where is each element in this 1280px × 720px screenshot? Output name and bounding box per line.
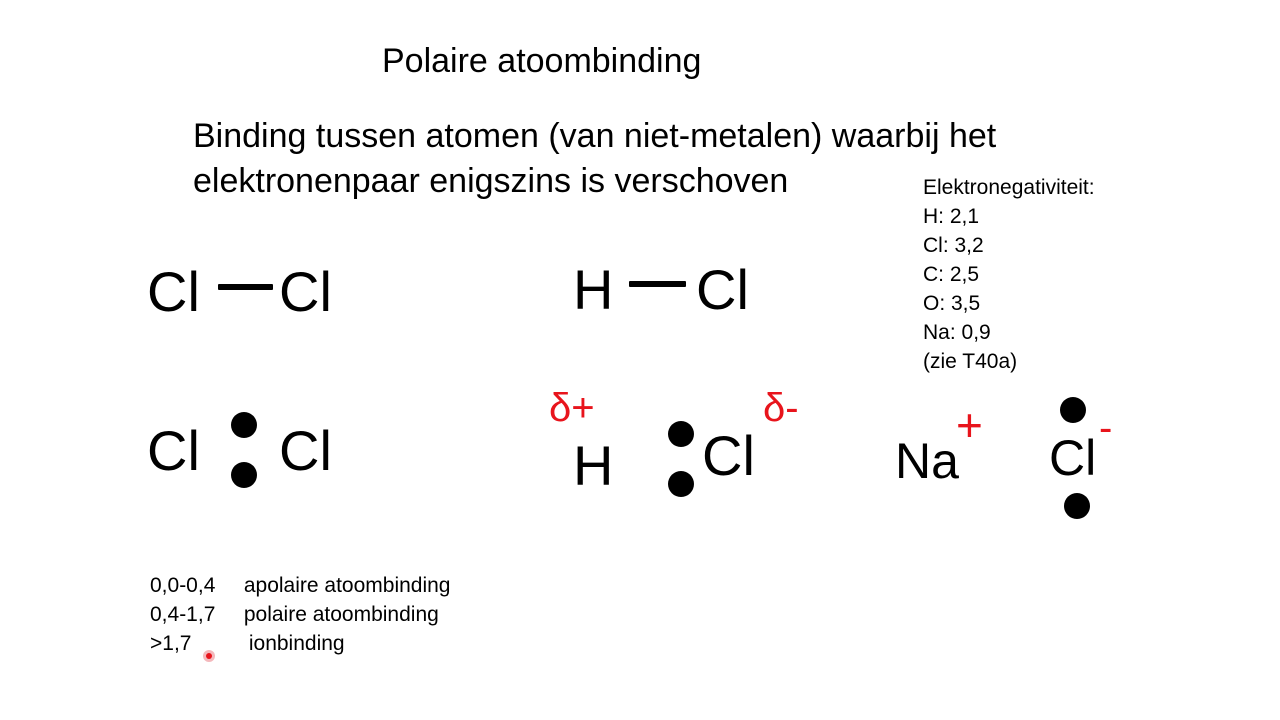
legend-label: ionbinding xyxy=(248,632,345,655)
electronegativity-entry-cl: Cl: 3,2 xyxy=(923,234,984,257)
definition-line-2: elektronenpaar enigszins is verschoven xyxy=(193,162,789,200)
electron-dot xyxy=(231,462,257,488)
bond-type-legend xyxy=(150,571,451,658)
electronegativity-entry-na: Na: 0,9 xyxy=(923,321,991,344)
cl2-atom-right: Cl xyxy=(279,260,332,323)
legend-row xyxy=(150,571,451,600)
cl2-bond-line xyxy=(218,284,273,290)
cl2-pair-atom-right: Cl xyxy=(279,419,332,482)
electron-dot xyxy=(668,471,694,497)
legend-range: >1,7 xyxy=(150,632,192,655)
legend-range: 0,4-1,7 xyxy=(150,603,216,626)
legend-range: 0,0-0,4 xyxy=(150,574,216,597)
electronegativity-list xyxy=(923,173,1095,376)
page-title: Polaire atoombinding xyxy=(382,42,702,80)
electron-dot xyxy=(668,421,694,447)
definition-text xyxy=(193,114,996,204)
chloride-ion: Cl xyxy=(1049,430,1097,486)
chloride-ion-charge: - xyxy=(1099,406,1113,450)
partial-negative-charge: δ- xyxy=(763,386,799,430)
electron-dot xyxy=(231,412,257,438)
electronegativity-entry-h: H: 2,1 xyxy=(923,205,980,228)
electronegativity-note: (zie T40a) xyxy=(923,350,1018,373)
hcl-polar-atom-cl: Cl xyxy=(702,424,755,487)
definition-line-1: Binding tussen atomen (van niet-metalen) waarbij het xyxy=(193,117,997,155)
legend-row xyxy=(150,629,451,658)
hcl-polar-atom-h: H xyxy=(573,434,614,497)
electron-dot xyxy=(1064,493,1090,519)
cl2-atom-left: Cl xyxy=(147,260,200,323)
legend-row xyxy=(150,600,451,629)
electron-dot xyxy=(1060,397,1086,423)
electronegativity-entry-c: C: 2,5 xyxy=(923,263,980,286)
sodium-ion-charge: + xyxy=(956,399,983,451)
hcl-bond-line xyxy=(629,281,686,287)
partial-positive-charge: δ+ xyxy=(549,386,595,430)
electronegativity-heading: Elektronegativiteit: xyxy=(923,176,1095,199)
legend-label: apolaire atoombinding xyxy=(243,574,451,597)
electronegativity-entry-o: O: 3,5 xyxy=(923,292,981,315)
cl2-pair-atom-left: Cl xyxy=(147,419,200,482)
sodium-ion: Na xyxy=(895,433,959,489)
hcl-atom-h: H xyxy=(573,258,614,321)
hcl-atom-cl: Cl xyxy=(696,258,749,321)
legend-label: polaire atoombinding xyxy=(243,603,439,626)
pointer-cursor-icon xyxy=(203,650,215,662)
